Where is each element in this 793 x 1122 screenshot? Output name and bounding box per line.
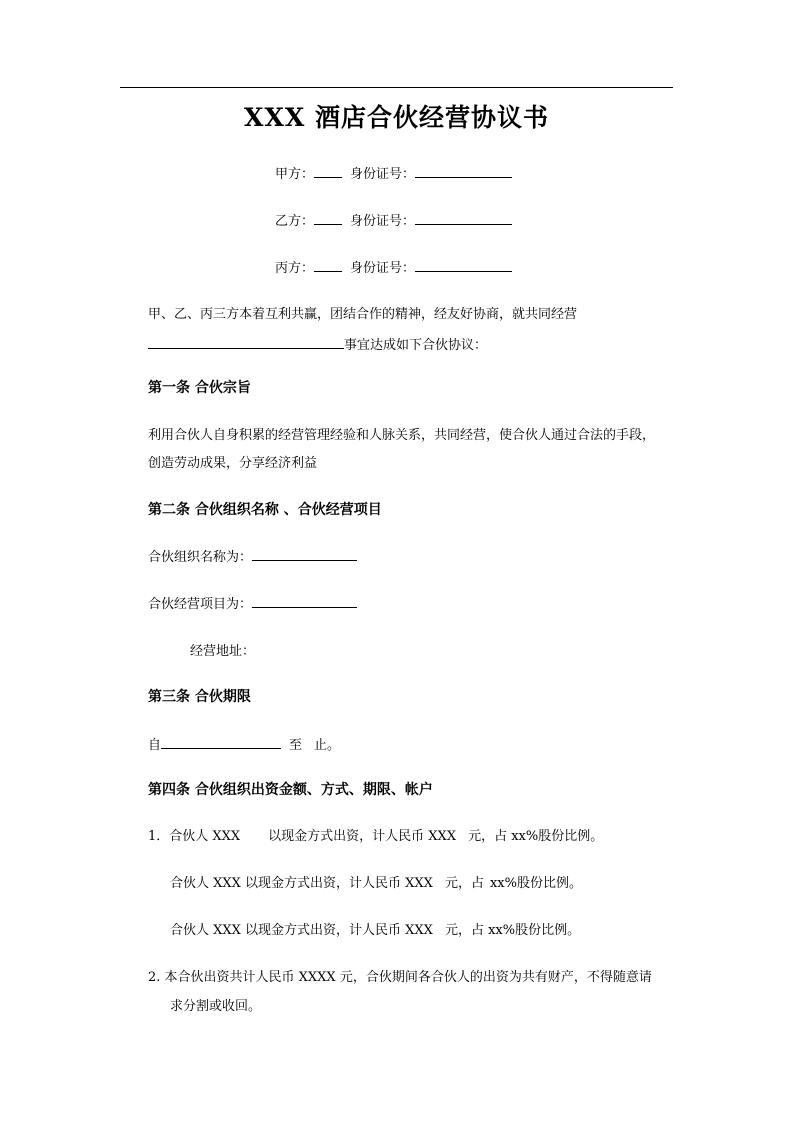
contribution-2-yuan: 元，占	[444, 876, 484, 891]
contribution-1-share: 元，占 xx%股份比例。	[468, 829, 604, 844]
contribution-2-amount: 合伙人 XXX 以现金方式出资，计人民币 XXX	[170, 876, 433, 891]
project-blank	[252, 594, 357, 608]
contribution-line-3	[170, 921, 580, 941]
article-1-heading: 第一条 合伙宗旨	[148, 380, 251, 396]
intro-line-1: 甲、乙、丙三方本着互利共赢，团结合作的精神，经友好协商，就共同经营	[148, 307, 578, 322]
total-contribution-line-1: 2. 本合伙出资共计人民币 XXXX 元，合伙期间各合伙人的出资为共有财产，不得随意请	[148, 970, 652, 985]
contribution-1-amount: 以现金方式出资，计人民币 XXX	[268, 829, 457, 844]
party-b-name-blank	[314, 211, 342, 225]
contribution-line-2	[170, 874, 582, 894]
contribution-3-share: 元，占 xx%股份比例。	[444, 923, 581, 938]
party-b-id-label: 身份证号：	[350, 214, 416, 229]
org-name-row	[148, 547, 357, 568]
party-c-label: 丙方：	[275, 261, 315, 276]
term-end: 止。	[314, 738, 341, 753]
business-blank	[148, 335, 344, 349]
address-label: 经营地址：	[190, 644, 256, 659]
intro-line-2-suffix: 事宜达成如下合伙协议：	[344, 338, 488, 353]
project-label: 合伙经营项目为：	[148, 597, 253, 612]
party-a-row	[275, 164, 512, 185]
article-3-heading: 第三条 合伙期限	[148, 689, 251, 705]
document-title: XXX 酒店合伙经营协议书	[244, 103, 549, 132]
article-1-line-2: 创造劳动成果，分享经济利益	[148, 456, 318, 471]
party-a-id-blank	[415, 164, 512, 178]
term-start-blank	[161, 735, 281, 749]
article-4-heading: 第四条 合伙组织出资金额、方式、期限、帐户	[148, 782, 433, 798]
party-c-name-blank	[314, 258, 342, 272]
party-b-id-blank	[415, 211, 512, 225]
contribution-1-partner: 1．合伙人 XXX	[148, 829, 241, 844]
org-name-label: 合伙组织名称为：	[148, 550, 253, 565]
party-a-label: 甲方：	[275, 167, 315, 182]
party-b-row	[275, 211, 512, 232]
term-to: 至	[289, 738, 303, 753]
party-c-id-blank	[415, 258, 512, 272]
contribution-2-share: xx%股份比例。	[489, 876, 582, 891]
contribution-3-amount: 合伙人 XXX 以现金方式出资，计人民币 XXX	[170, 923, 433, 938]
article-1-line-1: 利用合伙人自身积累的经营管理经验和人脉关系，共同经营，使合伙人通过合法的手段，	[148, 428, 656, 443]
party-a-id-label: 身份证号：	[350, 167, 416, 182]
term-from: 自	[148, 738, 162, 753]
party-c-id-label: 身份证号：	[350, 261, 416, 276]
project-row	[148, 594, 357, 615]
org-name-blank	[252, 547, 357, 561]
party-b-label: 乙方：	[275, 214, 315, 229]
party-c-row	[275, 258, 512, 279]
header-rule	[120, 87, 673, 88]
intro-line-2	[148, 335, 487, 356]
party-a-name-blank	[314, 164, 342, 178]
total-contribution-line-2: 求分割或收回。	[170, 999, 262, 1014]
contribution-line-1	[148, 827, 603, 847]
article-2-heading: 第二条 合伙组织名称 、合伙经营项目	[148, 502, 382, 518]
term-row	[148, 735, 340, 756]
